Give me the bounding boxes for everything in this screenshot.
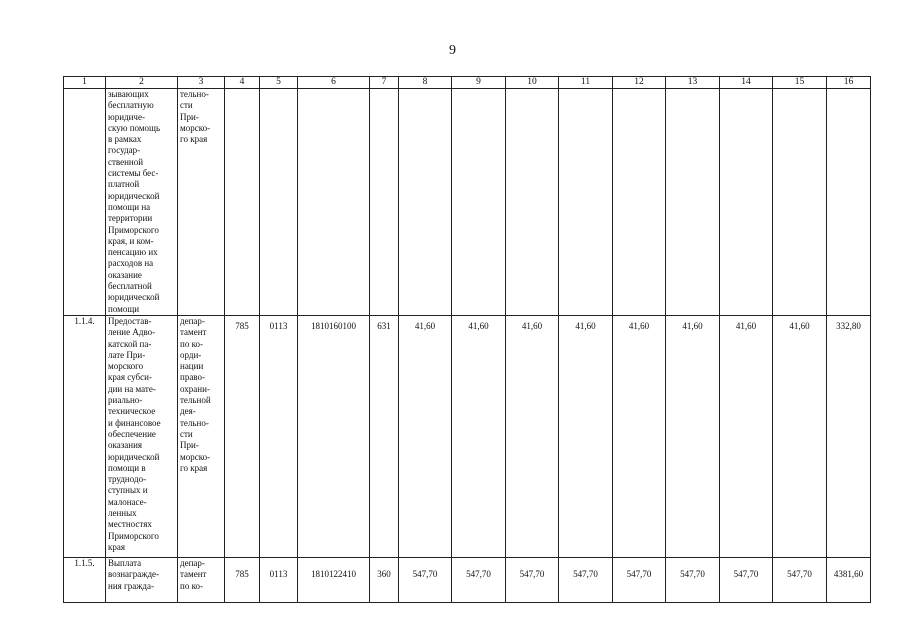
table-cell: 41,60 — [506, 315, 559, 557]
table-cell — [452, 89, 506, 316]
table-cell — [827, 89, 871, 316]
table-cell: 4381,60 — [827, 557, 871, 602]
column-header: 14 — [720, 77, 773, 89]
executor-text: тельно- сти При- морско- го края — [180, 89, 211, 145]
table-cell: 41,60 — [666, 315, 720, 557]
table-row — [64, 89, 871, 316]
table-cell — [666, 89, 720, 316]
table-cell: 785 — [225, 315, 260, 557]
budget-table — [63, 76, 871, 603]
column-header: 10 — [506, 77, 559, 89]
measure-name-text: зывающих бесплатную юридиче- скую помощь в рамках государ- ственной системы бес- платной юридической помощи на территории Приморского края, и ком- пенсацию их расходов на оказание бесплатной юридической помощи — [108, 89, 161, 314]
table-cell — [773, 89, 827, 316]
row-number: 1.1.4. — [64, 315, 106, 557]
table-cell: 547,70 — [506, 557, 559, 602]
column-header: 16 — [827, 77, 871, 89]
column-header: 13 — [666, 77, 720, 89]
table-row — [64, 315, 871, 557]
row-number: 1.1.5. — [64, 557, 106, 602]
column-header: 5 — [260, 77, 298, 89]
measure-name — [106, 557, 178, 602]
table-cell: 547,70 — [559, 557, 613, 602]
column-header: 12 — [613, 77, 666, 89]
table-cell: 41,60 — [773, 315, 827, 557]
column-header: 9 — [452, 77, 506, 89]
page-number: 9 — [449, 43, 456, 58]
column-header: 15 — [773, 77, 827, 89]
executor-text: депар- тамент по ко- — [180, 557, 207, 591]
table-cell: 360 — [370, 557, 399, 602]
column-header: 6 — [298, 77, 370, 89]
column-header: 1 — [64, 77, 106, 89]
table-cell: 41,60 — [720, 315, 773, 557]
table-cell: 332,80 — [827, 315, 871, 557]
table-cell: 547,70 — [399, 557, 452, 602]
table-cell: 547,70 — [773, 557, 827, 602]
measure-name — [106, 315, 178, 557]
executor-text: депар- тамент по ко- орди- нации право- охрани- тельной дея- тельно- сти При- морско- го края — [180, 315, 211, 473]
table-cell — [613, 89, 666, 316]
table-cell: 547,70 — [613, 557, 666, 602]
table-cell — [506, 89, 559, 316]
measure-name-text: Предостав- ление Адво- катской па- лате При- морского края субси- дии на мате- риально- техническое и финансовое обеспечение оказания юридической помощи в труднодо- ступных и малонасе- ленных местностях Приморского края — [108, 315, 161, 552]
table-cell — [260, 89, 298, 316]
column-header: 4 — [225, 77, 260, 89]
table-cell: 41,60 — [559, 315, 613, 557]
table-cell: 785 — [225, 557, 260, 602]
measure-name-text: Выплата вознагражде- ния гражда- — [108, 557, 160, 591]
table-cell — [720, 89, 773, 316]
table-cell: 41,60 — [399, 315, 452, 557]
table-cell: 41,60 — [452, 315, 506, 557]
row-number — [64, 89, 106, 316]
executor — [178, 89, 225, 316]
table-cell: 631 — [370, 315, 399, 557]
table-cell: 547,70 — [666, 557, 720, 602]
table-cell — [559, 89, 613, 316]
table-cell: 0113 — [260, 315, 298, 557]
table-cell: 547,70 — [720, 557, 773, 602]
column-header: 7 — [370, 77, 399, 89]
column-header: 2 — [106, 77, 178, 89]
table-cell: 547,70 — [452, 557, 506, 602]
table-cell — [399, 89, 452, 316]
table-cell — [370, 89, 399, 316]
measure-name — [106, 89, 178, 316]
column-header: 3 — [178, 77, 225, 89]
column-header: 8 — [399, 77, 452, 89]
table-cell — [225, 89, 260, 316]
column-number-header-row — [64, 77, 871, 89]
executor — [178, 557, 225, 602]
executor — [178, 315, 225, 557]
table-cell: 1810160100 — [298, 315, 370, 557]
table-cell: 0113 — [260, 557, 298, 602]
table-cell: 1810122410 — [298, 557, 370, 602]
column-header: 11 — [559, 77, 613, 89]
table-row — [64, 557, 871, 602]
table-cell — [298, 89, 370, 316]
table-cell: 41,60 — [613, 315, 666, 557]
